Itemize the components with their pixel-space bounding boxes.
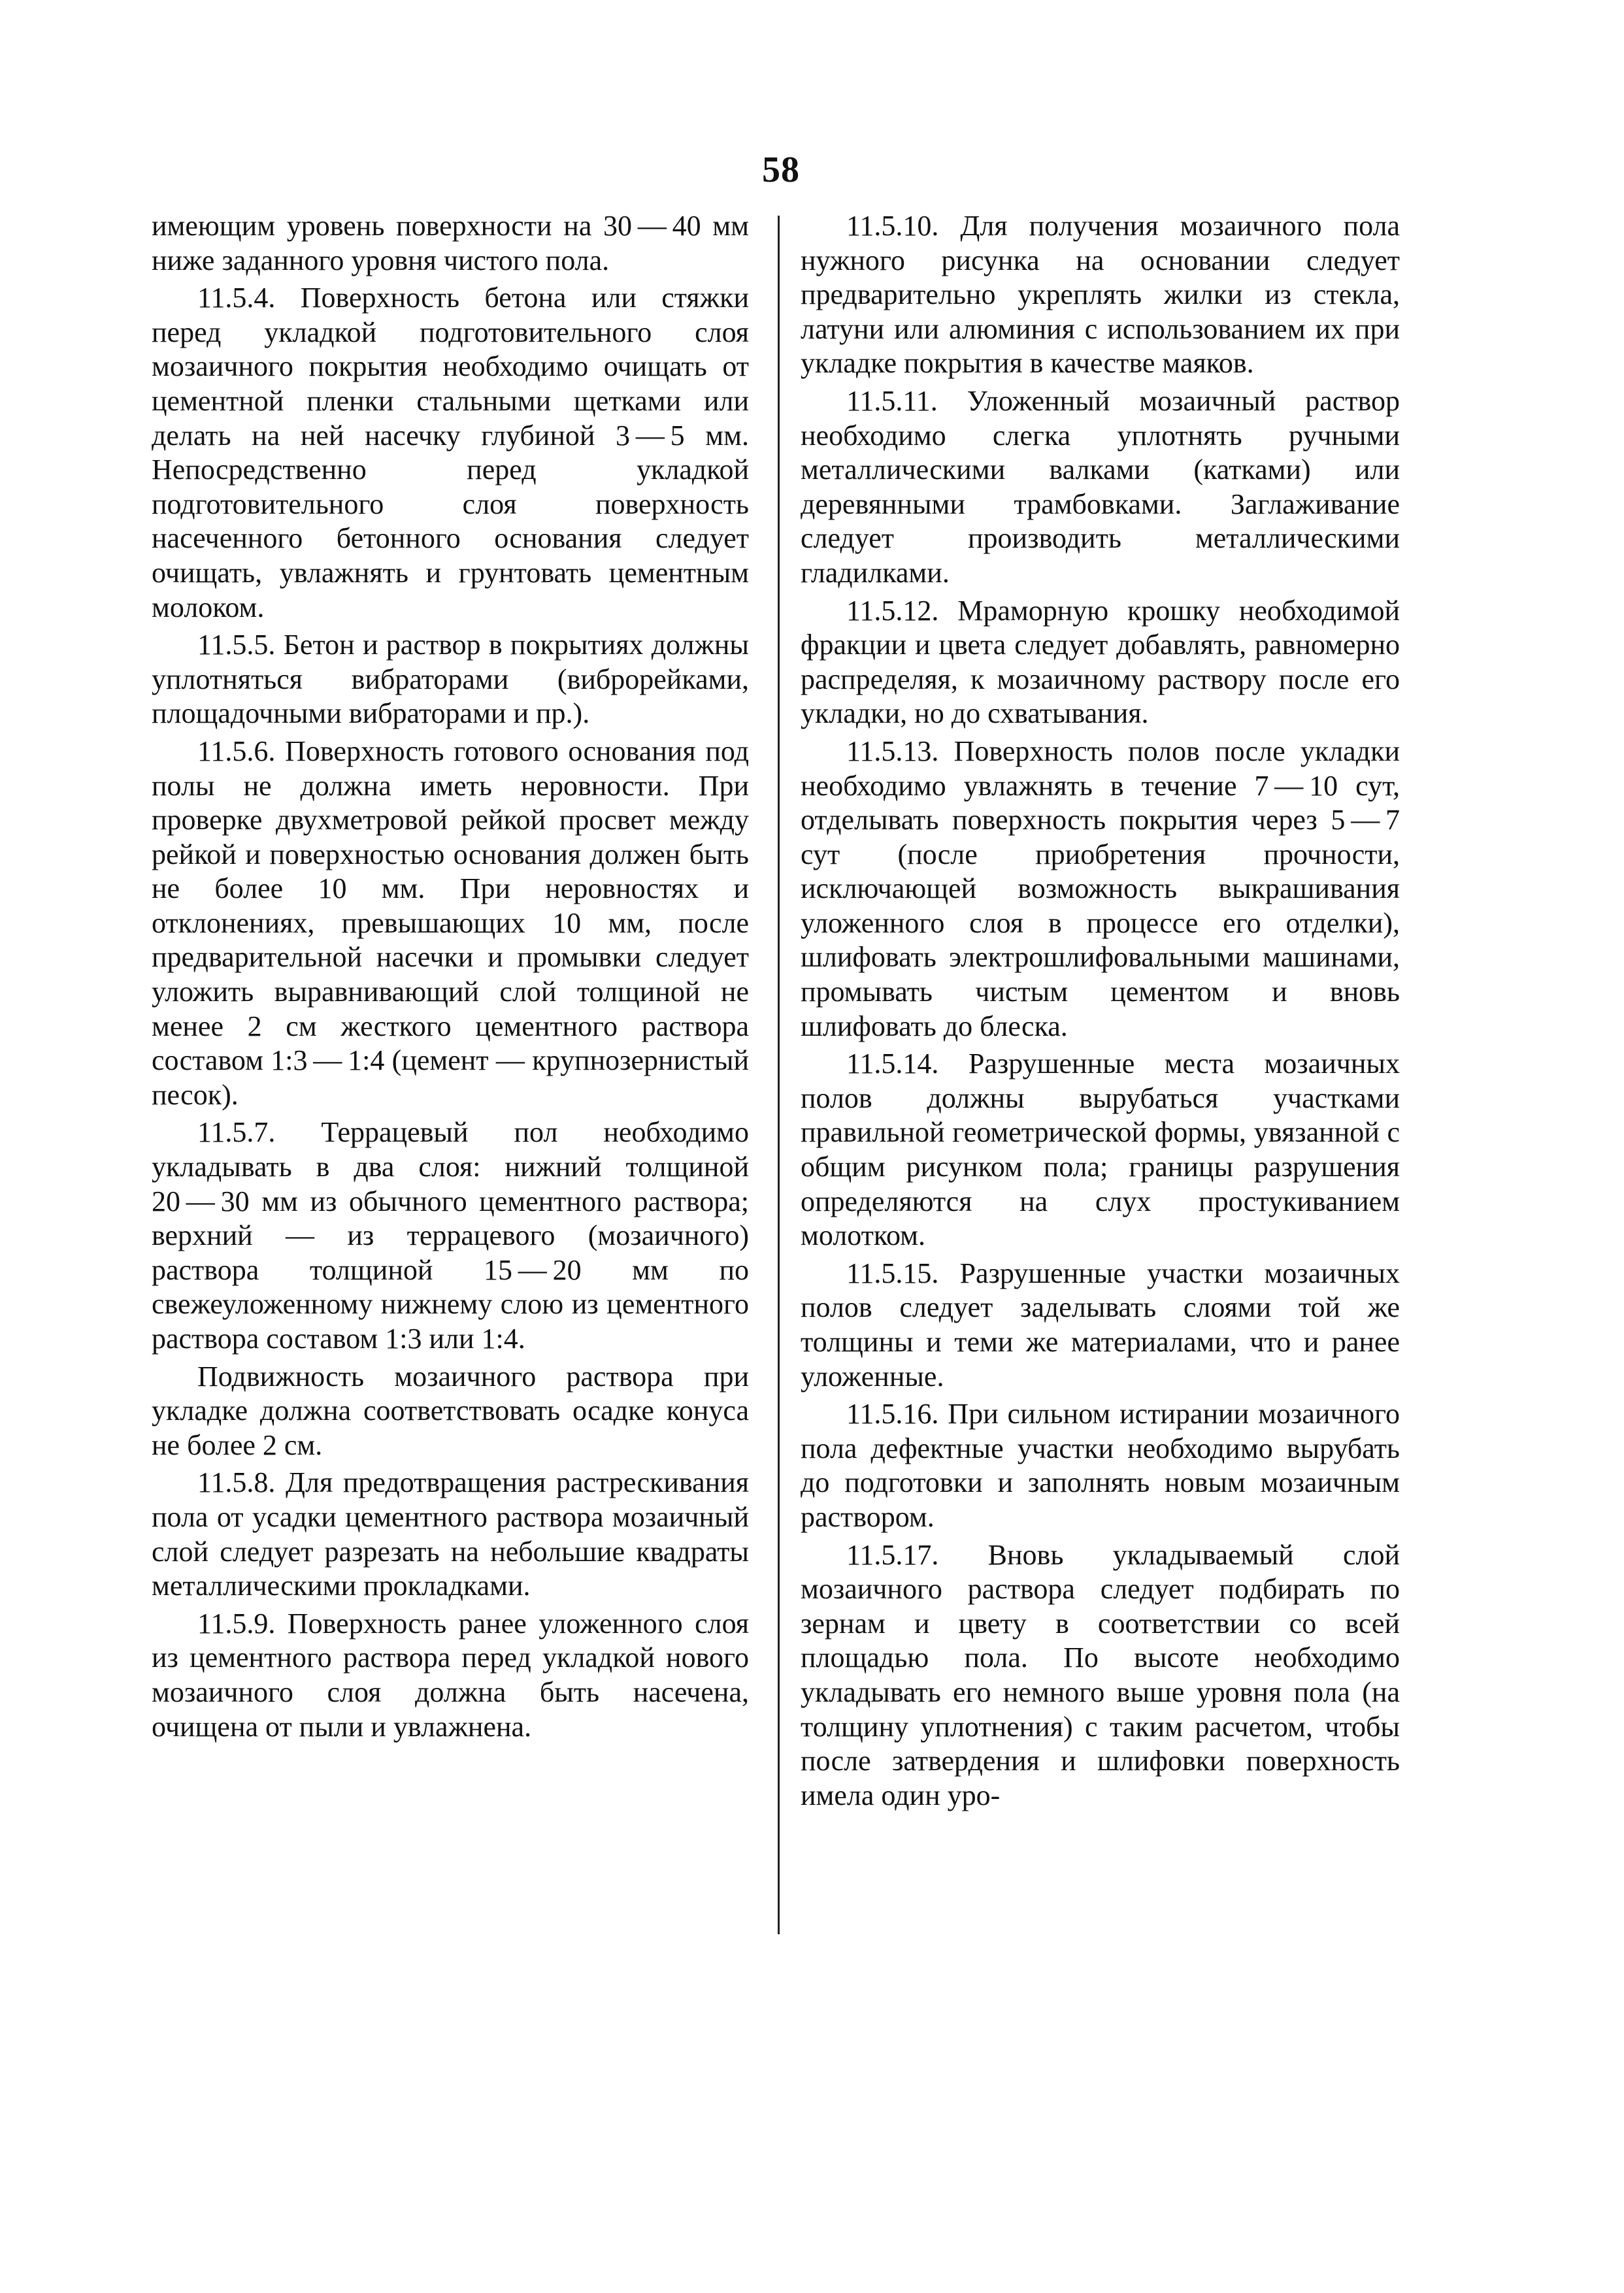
paragraph-11-5-8: 11.5.8. Для предотвращения растрескивания пола от усадки цементного раствора мозаичный слой следует разрезать на небольшие квадраты металлическими прокладками. — [152, 1466, 749, 1602]
right-column — [801, 209, 1400, 1816]
paragraph-11-5-16: 11.5.16. При сильном истирании мозаичного пола дефектные участки необходимо вырубать до подготовки и заполнять новым мозаичным раствором. — [801, 1398, 1400, 1533]
paragraph-11-5-13: 11.5.13. Поверхность полов после укладки необходимо увлажнять в течение 7 — 10 сут, отделывать поверхность покрытия через 5 — 7 сут (после приобретения прочности, исключающей возможность выкрашивания уложенного слоя в процессе его отделки), шлифовать электрошлифовальными машинами, промывать чистым цементом и вновь шлифовать до блеска. — [801, 734, 1400, 1042]
paragraph-11-5-6: 11.5.6. Поверхность готового основания под полы не должна иметь неровности. При проверке двухметровой рейкой просвет между рейкой и поверхностью основания должен быть не более 10 мм. При неровностях и отклонениях, превышающих 10 мм, после предварительной насечки и промывки следует уложить выравнивающий слой толщиной не менее 2 см жесткого цементного раствора составом 1:3 — 1:4 (цемент — крупнозернистый песок). — [152, 734, 749, 1111]
paragraph-11-5-4: 11.5.4. Поверхность бетона или стяжки перед укладкой подготовительного слоя мозаичного покрытия необходимо очищать от цементной пленки стальными щетками или делать на ней насечку глубиной 3 — 5 мм. Непосредственно перед укладкой подготовительного слоя поверхность насеченного бетонного основания следует очищать, увлажнять и грунтовать цементным молоком. — [152, 282, 749, 623]
paragraph-11-5-9: 11.5.9. Поверхность ранее уложенного слоя из цементного раствора перед укладкой нового мозаичного слоя должна быть насечена, очищена от пыли и увлажнена. — [152, 1607, 749, 1743]
paragraph-11-5-5: 11.5.5. Бетон и раствор в покрытиях должны уплотняться вибраторами (виброрейками, площадочными вибраторами и пр.). — [152, 629, 749, 730]
paragraph-11-5-14: 11.5.14. Разрушенные места мозаичных полов должны вырубаться участками правильной геометрической формы, увязанной с общим рисунком пола; границы разрушения определяются на слух простукиванием молотком. — [801, 1048, 1400, 1252]
paragraph-11-5-10: 11.5.10. Для получения мозаичного пола нужного рисунка на основании следует предварительно укреплять жилки из стекла, латуни или алюминия с использованием их при укладке покрытия в качестве маяков. — [801, 210, 1400, 380]
paragraph-11-5-12: 11.5.12. Мраморную крошку необходимой фракции и цвета следует добавлять, равномерно распределяя, к мозаичному раствору после его укладки, но до схватывания. — [801, 594, 1400, 730]
paragraph-11-5-17: 11.5.17. Вновь укладываемый слой мозаичного раствора следует подбирать по зернам и цвету в соответствии со всей площадью пола. По высоте необходимо укладывать его немного выше уровня пола (на толщину уплотнения) с таким расчетом, чтобы после затвердения и шлифовки поверхность имела один уро- — [801, 1538, 1400, 1811]
paragraph-11-5-15: 11.5.15. Разрушенные участки мозаичных полов следует заделывать слоями той же толщины и теми же материалами, что и ранее уложенные. — [801, 1257, 1400, 1393]
left-column — [152, 209, 749, 1747]
column-divider — [778, 216, 780, 1934]
page-number: 58 — [762, 150, 800, 190]
paragraph-11-5-11: 11.5.11. Уложенный мозаичный раствор необходимо слегка уплотнять ручными металлическими валками (катками) или деревянными трамбовками. Заглаживание следует производить металлическими гладилками. — [801, 384, 1400, 589]
paragraph-11-5-7: 11.5.7. Террацевый пол необходимо укладывать в два слоя: нижний толщиной 20 — 30 мм из обычного цементного раствора; верхний — из террацевого (мозаичного) раствора толщиной 15 — 20 мм по свежеуложенному нижнему слою из цементного раствора составом 1:3 или 1:4. — [152, 1116, 749, 1355]
paragraph-mobility: Подвижность мозаичного раствора при укладке должна соответствовать осадке конуса не более 2 см. — [152, 1360, 749, 1461]
paragraph-continuation: имеющим уровень поверхности на 30 — 40 мм ниже заданного уровня чистого пола. — [152, 210, 749, 276]
